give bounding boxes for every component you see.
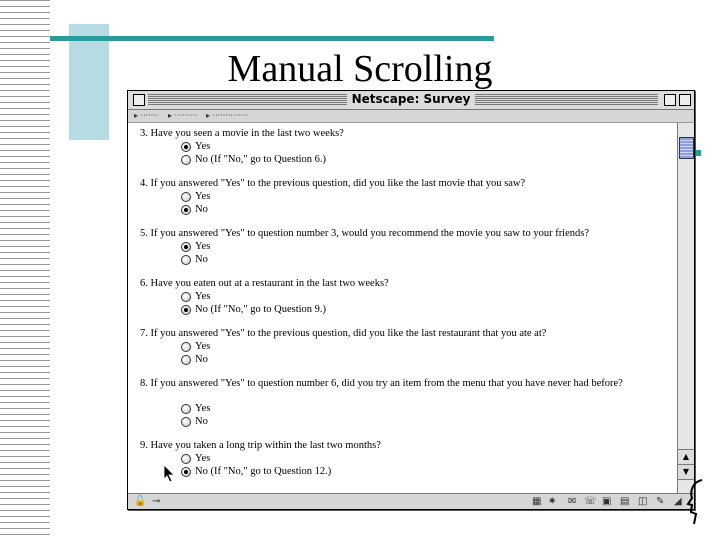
security-lock-icon[interactable]: 🔓 — [134, 496, 147, 507]
question-3: 3. Have you seen a movie in the last two weeks? — [140, 128, 344, 139]
answer-option[interactable] — [181, 203, 208, 216]
option-label: Yes — [195, 403, 211, 414]
toolbar-tab-1[interactable]: ▸ ······· — [134, 111, 159, 120]
answer-option[interactable] — [181, 140, 210, 153]
chat-icon[interactable]: ◫ — [638, 496, 648, 507]
question-9: 9. Have you taken a long trip within the last two months? — [140, 440, 381, 451]
connection-plug-icon: ⊸ — [152, 496, 161, 507]
radio-icon[interactable] — [181, 342, 191, 352]
radio-icon[interactable] — [181, 155, 191, 165]
option-label: No (If "No," go to Question 6.) — [195, 154, 327, 165]
radio-selected-icon[interactable] — [181, 205, 191, 215]
vertical-scrollbar[interactable] — [677, 123, 694, 493]
question-6: 6. Have you eaten out at a restaurant in the last two weeks? — [140, 278, 389, 289]
survey-content — [128, 123, 677, 493]
question-5: 5. If you answered "Yes" to question number 3, would you recommend the movie you saw to your friends? — [140, 228, 590, 239]
radio-icon[interactable] — [181, 192, 191, 202]
option-label: No — [195, 204, 208, 215]
slide-accent-dot — [695, 150, 701, 156]
grid-icon[interactable]: ▦ — [532, 496, 542, 507]
answer-option[interactable] — [181, 153, 326, 166]
answer-option[interactable] — [181, 253, 208, 266]
question-7: 7. If you answered "Yes" to the previous question, did you like the last restaurant that you ate at? — [140, 328, 547, 339]
answer-option[interactable] — [181, 290, 210, 303]
option-label: No — [195, 254, 208, 265]
answer-option[interactable] — [181, 452, 210, 465]
radio-selected-icon[interactable] — [181, 242, 191, 252]
window-title: Netscape: Survey — [347, 92, 476, 106]
answer-option[interactable] — [181, 240, 210, 253]
radio-icon[interactable] — [181, 255, 191, 265]
scroll-down-arrow-icon[interactable]: ▼ — [678, 464, 694, 480]
zoom-box-icon[interactable] — [664, 94, 676, 106]
option-label: No — [195, 354, 208, 365]
slide-title: Manual Scrolling — [227, 48, 493, 90]
answer-option[interactable] — [181, 415, 208, 428]
toolbar-tab-3[interactable]: ▸ ·············· — [206, 111, 249, 120]
radio-icon[interactable] — [181, 454, 191, 464]
browser-window — [127, 90, 695, 510]
toolbar-tabs — [128, 110, 694, 123]
answer-option[interactable] — [181, 402, 210, 415]
window-title-wrap — [128, 92, 694, 106]
status-bar — [128, 493, 694, 509]
slide-accent-line — [50, 36, 494, 41]
radio-selected-icon[interactable] — [181, 467, 191, 477]
resize-grip-icon[interactable]: ◢ — [674, 496, 682, 507]
option-label: No (If "No," go to Question 12.) — [195, 466, 332, 477]
answer-option[interactable] — [181, 353, 208, 366]
collapse-box-icon[interactable] — [679, 94, 691, 106]
title-bar[interactable] — [128, 91, 694, 110]
option-label: Yes — [195, 191, 211, 202]
option-label: Yes — [195, 291, 211, 302]
discussion-icon[interactable]: ☏ — [584, 496, 597, 507]
option-label: Yes — [195, 453, 211, 464]
option-label: No — [195, 416, 208, 427]
news-icon[interactable]: ▣ — [602, 496, 612, 507]
profile-figure-icon — [684, 478, 714, 528]
radio-icon[interactable] — [181, 417, 191, 427]
question-4: 4. If you answered "Yes" to the previous question, did you like the last movie that you saw? — [140, 178, 526, 189]
scroll-thumb[interactable] — [679, 137, 694, 159]
scroll-up-arrow-icon[interactable]: ▲ — [678, 449, 694, 465]
answer-option[interactable] — [181, 465, 331, 478]
radio-icon[interactable] — [181, 355, 191, 365]
option-label: No (If "No," go to Question 9.) — [195, 304, 327, 315]
radio-selected-icon[interactable] — [181, 142, 191, 152]
toolbar-tab-2[interactable]: ▸ ········· — [168, 111, 198, 120]
option-label: Yes — [195, 341, 211, 352]
edit-pen-icon[interactable]: ✎ — [656, 496, 665, 507]
answer-option[interactable] — [181, 190, 210, 203]
radio-selected-icon[interactable] — [181, 305, 191, 315]
answer-option[interactable] — [181, 340, 210, 353]
answer-option[interactable] — [181, 303, 326, 316]
composer-icon[interactable]: ▤ — [620, 496, 630, 507]
option-label: Yes — [195, 141, 211, 152]
question-8: 8. If you answered "Yes" to question number 6, did you try an item from the menu that you have never had before? — [140, 378, 623, 389]
activity-star-icon: ✷ — [548, 496, 557, 507]
mail-icon[interactable]: ✉ — [568, 496, 577, 507]
radio-icon[interactable] — [181, 292, 191, 302]
radio-icon[interactable] — [181, 404, 191, 414]
option-label: Yes — [195, 241, 211, 252]
mouse-pointer-icon — [163, 464, 177, 484]
